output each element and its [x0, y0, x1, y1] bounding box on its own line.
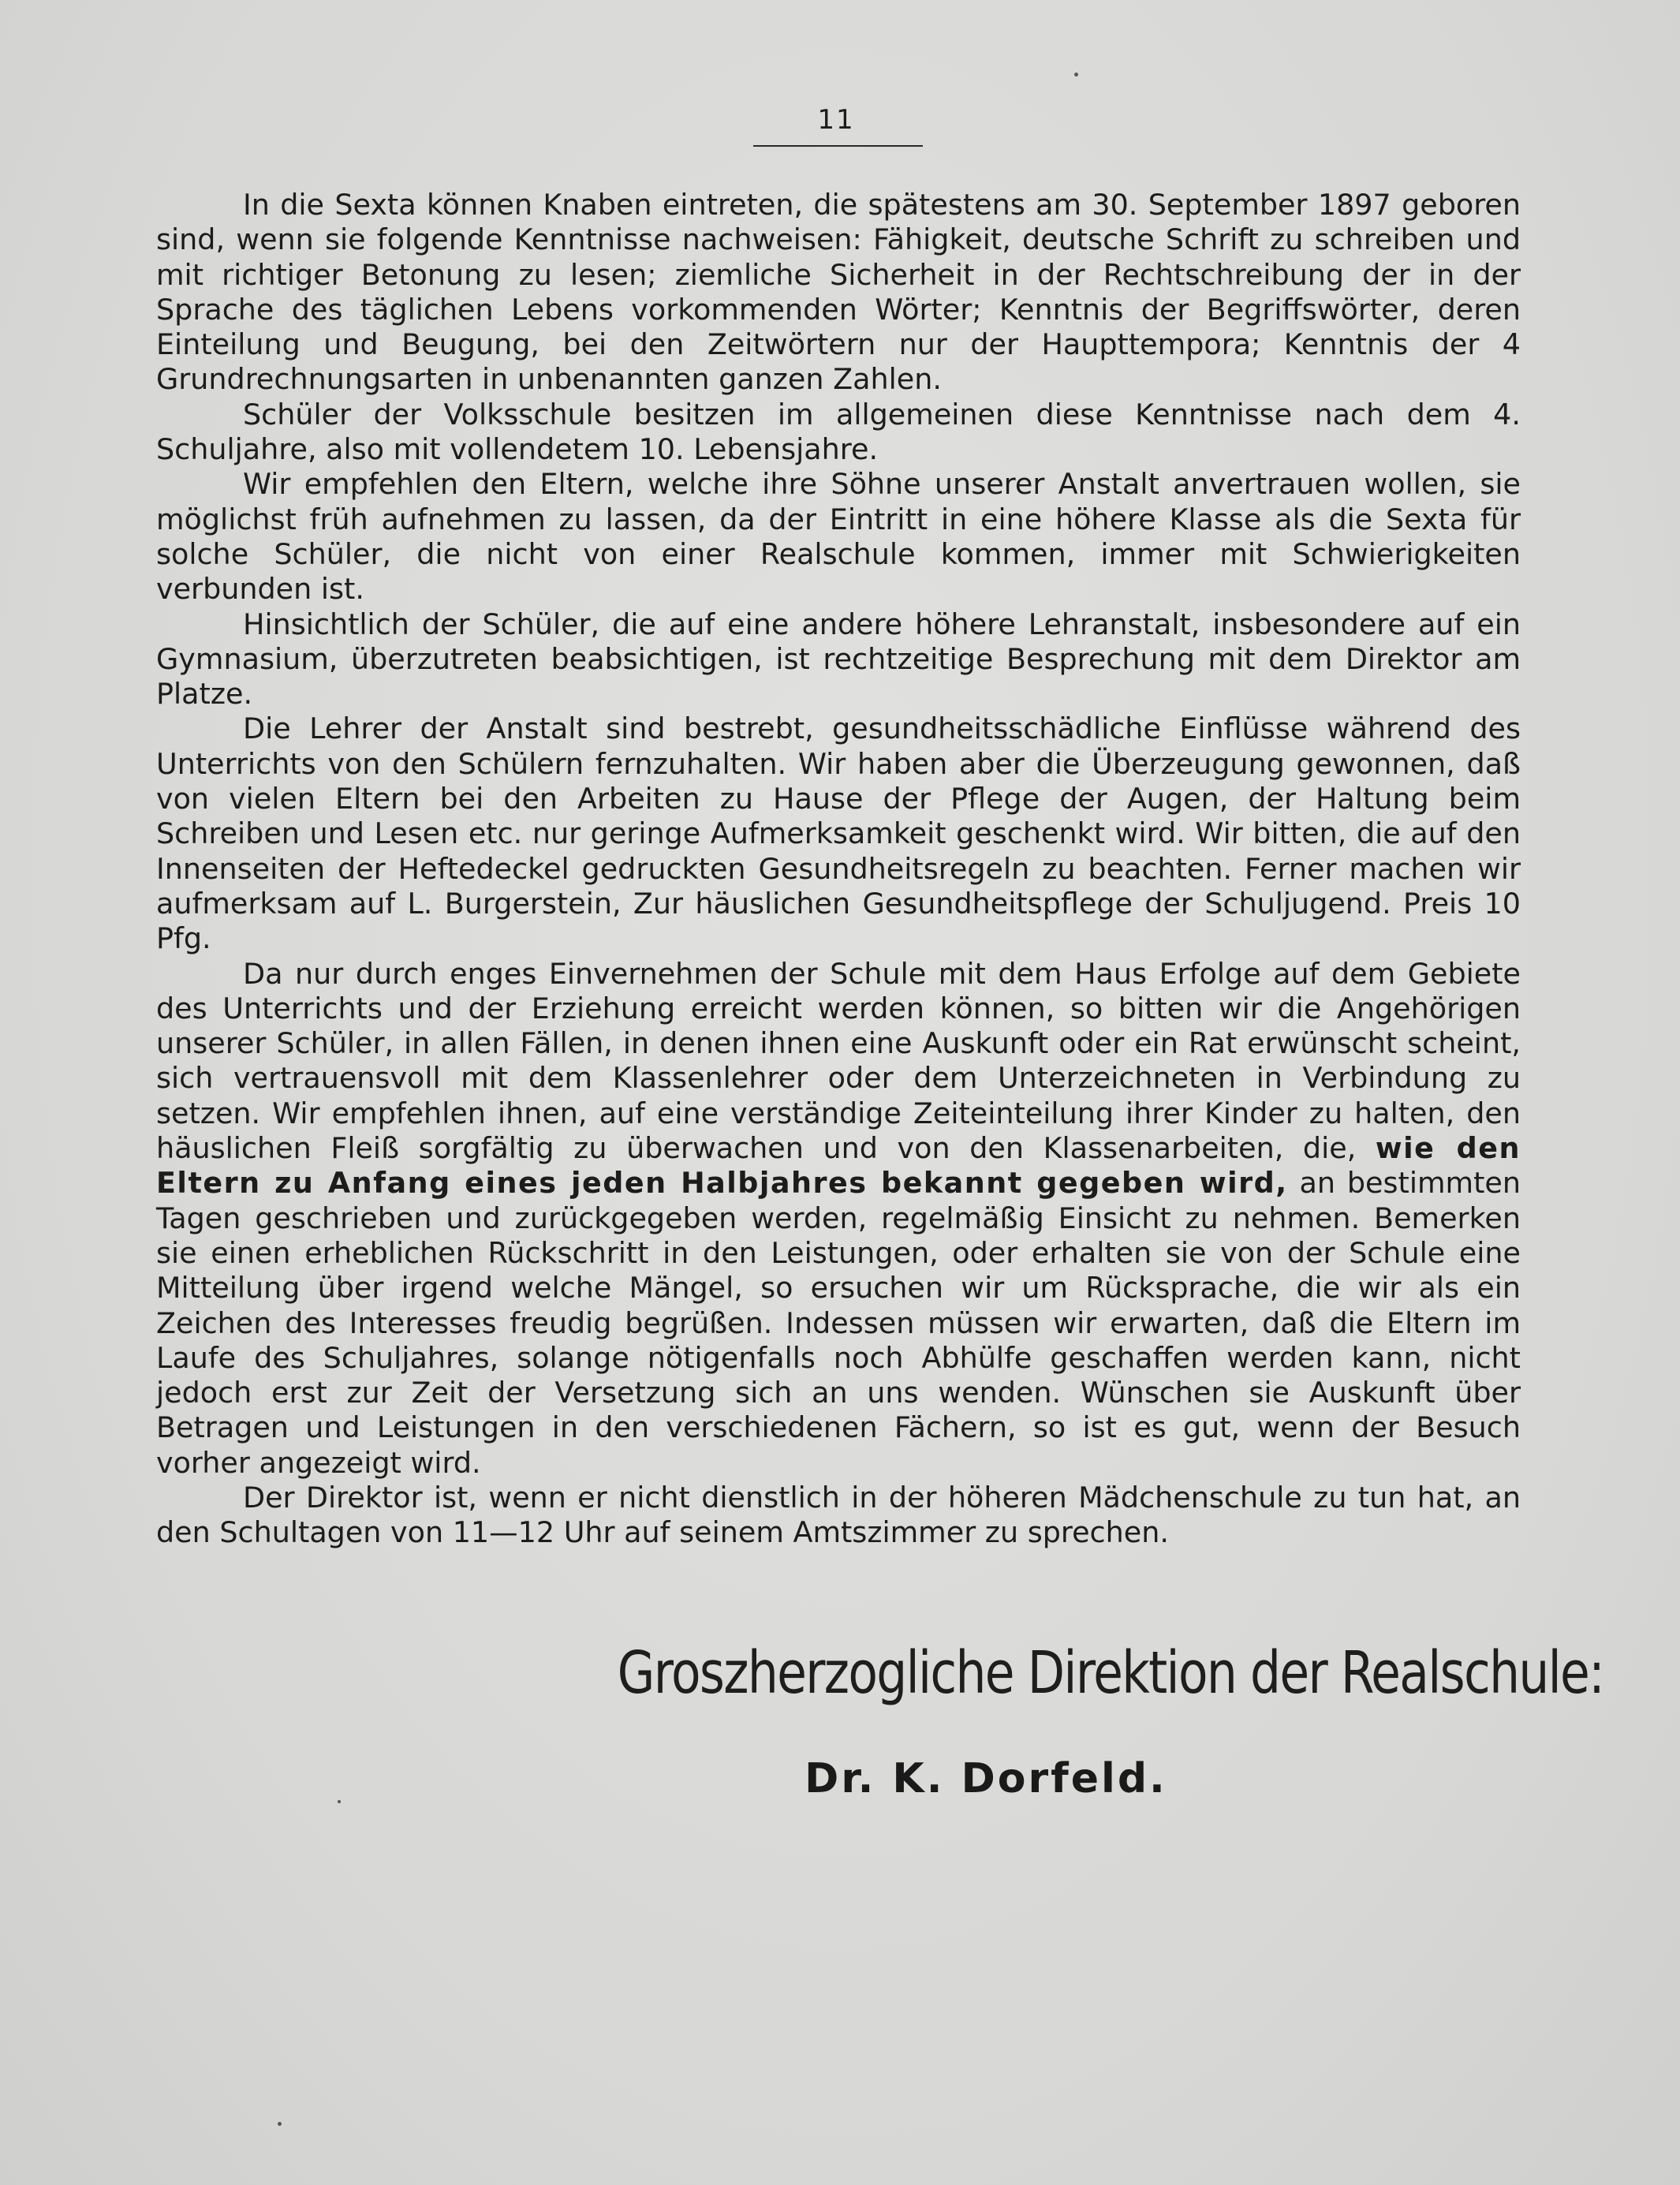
paper-speck [338, 1800, 341, 1803]
paragraph-office-hours: Der Direktor ist, wenn er nicht dienstlich in der höheren Mädchenschule zu tun hat, an den Schultagen von 11—12 Uhr auf seinem Amtszimmer zu sprechen. [156, 1480, 1521, 1550]
paragraph-admission-requirements: In die Sexta können Knaben eintreten, die spätestens am 30. September 1897 geboren sind, wenn sie folgende Kenntnisse nachweisen: Fähigkeit, deutsche Schrift zu schreiben und mit richtiger Betonung zu lesen; ziemliche Sicherheit in der Rechtschreibung der in der Sprache des täglichen Lebens vorkommenden Wörter; Kenntnis der Begriffswörter, deren Einteilung und Beugung, bei den Zeitwörtern nur der Haupttempora; Kenntnis der 4 Grundrechnungsarten in unbenannten ganzen Zahlen. [156, 188, 1521, 397]
signature-name: Dr. K. Dorfeld. [805, 1755, 1167, 1802]
paper-speck [278, 2122, 282, 2126]
page-number: 11 [817, 104, 855, 136]
paper-speck [1074, 73, 1078, 77]
paragraph-volksschule: Schüler der Volksschule besitzen im allgemeinen diese Kenntnisse nach dem 4. Schuljahre, also mit vollendetem 10. Lebensjahre. [156, 397, 1521, 467]
body-text [156, 188, 1521, 1551]
signature-title: Groszherzogliche Direktion der Realschule: [617, 1639, 1604, 1707]
page-number-rule [753, 145, 923, 147]
paragraph-cooperation-text-after: an bestimmten Tagen geschrieben und zurückgegeben werden, regelmäßig Einsicht zu nehmen. Bemerken sie einen erheblichen Rückschritt in den Leistungen, oder erhalten sie von der Schule eine Mitteilung über irgend welche Mängel, so ersuchen wir um Rücksprache, die wir als ein Zeichen des Interesses freudig begrüßen. Indessen müssen wir erwarten, daß die Eltern im Laufe des Schuljahres, solange nötigenfalls noch Abhülfe geschaffen werden kann, nicht jedoch erst zur Zeit der Versetzung sich an uns wenden. Wünschen sie Auskunft über Betragen und Leistungen in den verschiedenen Fächern, so ist es gut, wenn der Besuch vorher angezeigt wird. [156, 1166, 1521, 1480]
paragraph-health: Die Lehrer der Anstalt sind bestrebt, gesundheitsschädliche Einflüsse während des Unterrichts von den Schülern fernzuhalten. Wir haben aber die Überzeugung gewonnen, daß von vielen Eltern bei den Arbeiten zu Hause der Pflege der Augen, der Haltung beim Schreiben und Lesen etc. nur geringe Aufmerksamkeit geschenkt wird. Wir bitten, die auf den Innenseiten der Heftedeckel gedruckten Gesundheitsregeln zu beachten. Ferner machen wir aufmerksam auf L. Burgerstein, Zur häuslichen Gesundheitspflege der Schuljugend. Preis 10 Pfg. [156, 712, 1521, 956]
paragraph-cooperation [156, 957, 1521, 1481]
paragraph-gymnasium-transfer: Hinsichtlich der Schüler, die auf eine andere höhere Lehranstalt, insbesondere auf ein Gymnasium, überzutreten beabsichtigen, ist rechtzeitige Besprechung mit dem Direktor am Platze. [156, 607, 1521, 712]
paragraph-cooperation-emphasis: wie den Eltern zu Anfang eines jeden Halbjahres bekannt gegeben wird, [156, 1131, 1521, 1201]
paragraph-early-enrollment: Wir empfehlen den Eltern, welche ihre Söhne unserer Anstalt anvertrauen wollen, sie möglichst früh aufnehmen zu lassen, da der Eintritt in eine höhere Klasse als die Sexta für solche Schüler, die nicht von einer Realschule kommen, immer mit Schwierigkeiten verbunden ist. [156, 467, 1521, 607]
paragraph-cooperation-text-before: Da nur durch enges Einvernehmen der Schule mit dem Haus Erfolge auf dem Gebiete des Unterrichts und der Erziehung erreicht werden können, so bitten wir die Angehörigen unserer Schüler, in allen Fällen, in denen ihnen eine Auskunft oder ein Rat erwünscht scheint, sich vertrauensvoll mit dem Klassenlehrer oder dem Unterzeichneten in Verbindung zu setzen. Wir empfehlen ihnen, auf eine verständige Zeiteinteilung ihrer Kinder zu halten, den häuslichen Fleiß sorgfältig zu überwachen und von den Klassenarbeiten, die, [156, 956, 1521, 1166]
